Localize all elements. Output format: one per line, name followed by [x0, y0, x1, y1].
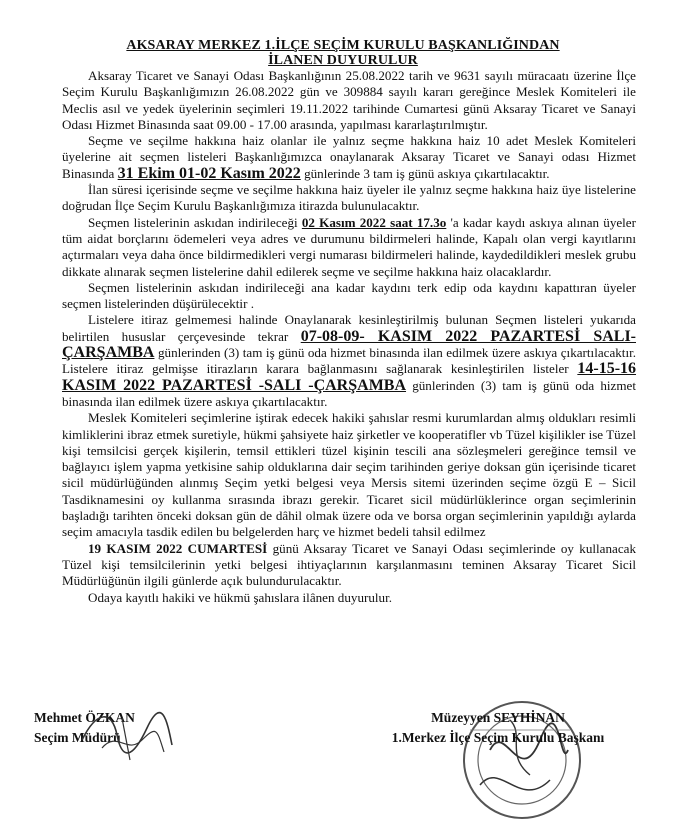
heading-authority: AKSARAY MERKEZ 1.İLÇE SEÇİM KURULU BAŞKANLIĞINDAN — [126, 38, 560, 53]
announcement-body — [62, 68, 636, 606]
paragraph-voter-lists: Seçme ve seçilme hakkına haiz olanlar ile yalnız seçme hakkına haiz 10 adet Meslek Komiteleri üyelerine ait seçmen listeleri Başkanlığımızca onaylanarak Aksaray Ticaret ve Sanayi odası Hizmet Binasında 31 Ekim 01-02 Kasım 2022 günlerinde 3 tam iş günü askıya çıkartılacaktır. — [62, 133, 636, 182]
reposting-dates: 07-08-09- KASIM 2022 PAZARTESİ SALI-ÇARŞAMBA — [62, 327, 636, 362]
posting-dates: 31 Ekim 01-02 Kasım 2022 — [117, 164, 301, 182]
paragraph-final-lists: Listelere itiraz gelmemesi halinde Onaylanarak kesinleştirilmiş bulunan Seçmen listeleri yukarıda belirtilen hususlar çerçevesinde tekrar 07-08-09- KASIM 2022 PAZARTESİ SALI-ÇARŞAMBA günlerinden (3) tam iş günü oda hizmet binasında ilan edilmek üzere askıya çıkartılacaktır. Listelere itiraz gelmişse itirazların karara bağlanmasını sağlanarak kesinleştirilen listeler 14-15-16 KASIM 2022 PAZARTESİ -SALI -ÇARŞAMBA günlerinden (3) tam iş günü oda hizmet binasında ilan edilmek üzere askıya çıkartılacaktır. — [62, 312, 637, 409]
paragraph-deregistration: Seçmen listelerinin askıdan indirileceği ana kadar kaydını terk edip oda kaydını kapattıran üyeler seçmen listelerinden düşürülecektir . — [62, 279, 636, 312]
paragraph-closing: Odaya kayıtlı hakiki ve hükmü şahıslara ilânen duyurulur. — [88, 589, 392, 605]
signatory-right-name: Müzeyyen SEYHİNAN — [431, 710, 565, 725]
removal-deadline: 02 Kasım 2022 saat 17.3o — [301, 214, 447, 230]
heading-announcement: İLANEN DUYURULUR — [268, 53, 418, 68]
signatory-left-title: Seçim Müdürü — [34, 730, 121, 745]
election-date: 19 KASIM 2022 CUMARTESİ — [88, 540, 268, 556]
handwritten-signature-left — [72, 700, 182, 770]
final-posting-dates: 14-15-16 KASIM 2022 PAZARTESİ -SALI -ÇARŞAMBA — [62, 360, 637, 394]
signature-right — [378, 708, 618, 748]
paragraph-identification: Meslek Komiteleri seçimlerine iştirak edecek hakiki şahıslar resmi kurumlardan almış oldukları resimli kimliklerini ibraz etmek suretiyle, hükmi şahsiyete haiz şirketler ve kooperatifler vb Tüzel kişilikler ise Tüzel kişi temsilcisi gerçek kişilerin, temsil ettikleri tüzel kişinin tescili ana sözleşmeleri gereğince temsil ve bağlayıcı işlem yapma yetkisine sahip olduklarına dair seçim tarihinden geriye doksan gün içerisinde ticaret sicil müdürlüğünden alınmış Seçim yetki belgesi veya Mersis sitemi üzerinden seçime özgü E – Sicil Tasdiknamesini oy kullanma sırasında ibrazı gerekir. Ticaret sicil müdürlüklerince organ seçimlerinin başladığı tarihten önceki doksan gün de dâhil olmak üzere oda ve borsa organ seçimlerinin yapıldığı aylarda seçim amacıyla tasdik edilen bu belgelerden harç ve hizmet bedeli tahsil edilmez — [62, 410, 636, 540]
paragraph-objections: İlan süresi içerisinde seçme ve seçilme hakkına haiz üyeler ile yalnız seçme hakkına haiz üye listelerine doğrudan İlçe Seçim Kurulu Başkanlığımıza itirazda bulunulacaktır. — [62, 182, 636, 214]
signatory-left-name: Mehmet ÖZKAN — [34, 710, 135, 725]
signatory-right-title: 1.Merkez İlçe Seçim Kurulu Başkanı — [391, 730, 605, 745]
paragraph-dues: Seçmen listelerinin askıdan indirileceği 02 Kasım 2022 saat 17.3o 'a kadar kaydı askıya alınan üyeler tüm aidat borçlarını ödemeleri veya adres ve durumunu bildirmeleri halinde, Kapalı olan vergi kayıtlarını açtırmaları veya daha önce bildirmedikleri vergi numarası bildirmeleri halinde, kaydedildikleri meslek grubu dikkate alınarak seçmen listelerine dahil edilerek seçme ve seçilme hakkına haiz olacaklardır. — [62, 214, 636, 279]
paragraph-registry-office: 19 KASIM 2022 CUMARTESİ günü Aksaray Ticaret ve Sanayi Odası seçimlerinde oy kullanacak Tüzel kişi temsilcilerinin yetki belgesi ihtiyaçlarının karşılanmasını teminen Aksaray Ticaret Sicil Müdürlüğünün ilgili günlerde açık bulundurulacaktır. — [62, 540, 636, 589]
paragraph-election-decision: Aksaray Ticaret ve Sanayi Odası Başkanlığının 25.08.2022 tarih ve 9631 sayılı müracaatı üzerine İlçe Seçim Kurulu Başkanlığımızın 26.08.2022 gün ve 309884 sayılı kararı gereğince Meslek Komiteleri ile Meclis asıl ve yedek üyelerinin seçimleri 19.11.2022 tarihinde Cumartesi günü Aksaray Ticaret ve Sanayi Odası Hizmet Binasında saat 09.00 - 17.00 arasında, yapılması kararlaştırılmıştır. — [62, 68, 636, 132]
